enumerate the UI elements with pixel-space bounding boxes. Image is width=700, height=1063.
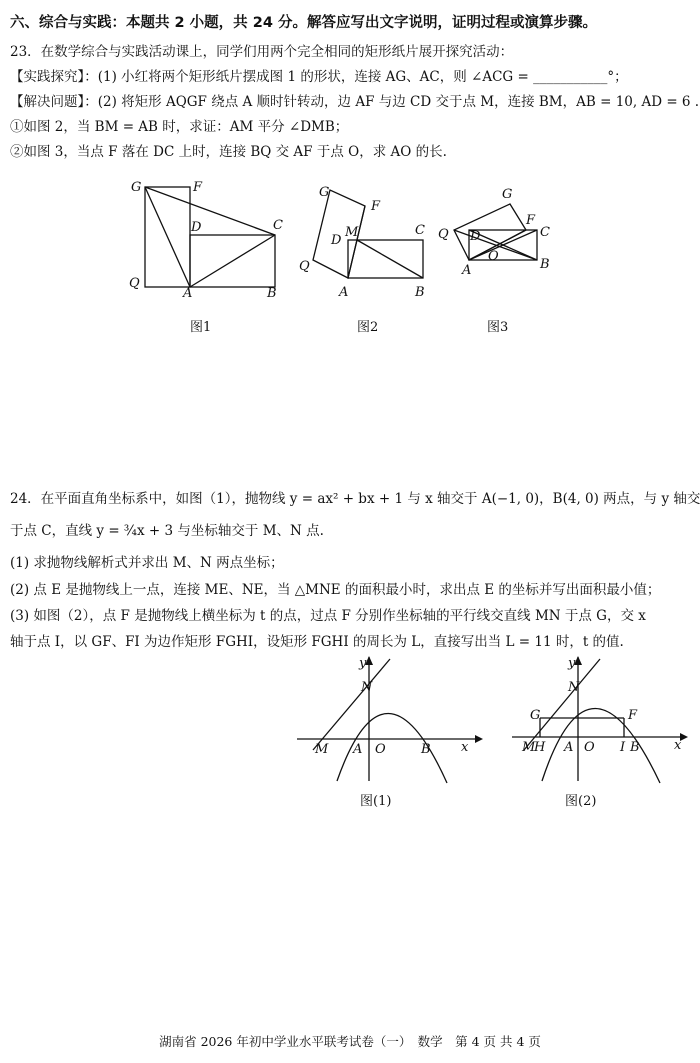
fig-1-label: A <box>353 742 363 757</box>
fig2-label: Q <box>299 259 310 274</box>
fig-1-label: N <box>361 680 373 695</box>
fig2-label: D <box>331 233 342 248</box>
fig1-label: A <box>183 286 193 300</box>
fig-2-label: M <box>522 740 536 755</box>
fig-2-label: A <box>564 740 574 755</box>
fig1-label: G <box>131 180 142 195</box>
q23-figure-3 <box>432 178 562 288</box>
q24-part2: (2) 点 E 是抛物线上一点，连接 ME、NE，当 △MNE 的面积最小时，求出点 E 的坐标并写出面积最小值； <box>10 582 661 598</box>
fig-1-label: B <box>421 742 431 757</box>
section-heading: 六、综合与实践：本题共 2 小题，共 24 分。解答应写出文字说明，证明过程或演算步骤。 <box>10 15 597 31</box>
fig-2-label: F <box>628 708 638 723</box>
q24-part1: (1) 求抛物线解析式并求出 M、N 两点坐标； <box>10 555 284 571</box>
q23-sub1: ①如图 2，当 BM = AB 时，求证：AM 平分 ∠DMB； <box>10 119 349 135</box>
fig2-label: G <box>319 185 330 200</box>
fig-2-label: I <box>620 740 626 755</box>
q24-part3b: 轴于点 I，以 GF、FI 为边作矩形 FGHI，设矩形 FGHI 的周长为 L，直接写出当 L = 11 时，t 的值. <box>10 634 624 650</box>
fig1-label: F <box>193 180 203 195</box>
fig3-label: D <box>470 229 481 244</box>
fig2-label: A <box>339 285 349 300</box>
q23-part1: 【实践探究】：(1) 小红将两个矩形纸片摆成图 1 的形状，连接 AG、AC，则 ∠ACG = ___________°； <box>10 69 628 85</box>
fig-2-label: G <box>530 708 541 723</box>
fig2-label: C <box>415 223 425 238</box>
fig-2-label: O <box>584 740 595 755</box>
fig3-label: C <box>540 225 550 240</box>
q24-fig2-caption: 图(2) <box>565 794 597 809</box>
fig-1-label: y <box>359 656 367 671</box>
q23-figure-2 <box>293 178 438 303</box>
q23-fig2-caption: 图2 <box>357 320 379 335</box>
fig-1-label: M <box>315 742 329 757</box>
fig2-label: B <box>415 285 425 300</box>
fig3-label: A <box>462 263 472 278</box>
fig-2-label: B <box>630 740 640 755</box>
q23-intro: 23．在数学综合与实践活动课上，同学们用两个完全相同的矩形纸片展开探究活动： <box>10 44 514 60</box>
q24-intro2: 于点 C，直线 y = ¾x + 3 与坐标轴交于 M、N 点. <box>10 523 324 539</box>
fig3-label: B <box>540 257 550 272</box>
q24-intro: 24．在平面直角坐标系中，如图（1），抛物线 y = ax² + bx + 1 与 x 轴交于 A(−1, 0)，B(4, 0) 两点，与 y 轴交 <box>10 491 700 507</box>
fig2-label: F <box>371 199 381 214</box>
fig-1-label: O <box>375 742 386 757</box>
q24-fig1-caption: 图(1) <box>360 794 392 809</box>
fig1-label: D <box>191 220 202 235</box>
fig3-label: F <box>526 213 536 228</box>
fig3-label: G <box>502 187 513 202</box>
fig-2-label: y <box>568 656 576 671</box>
q23-figure-1 <box>125 175 290 300</box>
fig1-label: Q <box>129 276 140 291</box>
q24-figure-2 <box>510 655 695 785</box>
fig1-label: C <box>273 218 283 233</box>
fig-2-label: x <box>674 738 682 753</box>
q24-figure-1 <box>295 655 485 785</box>
fig-2-label: N <box>568 680 580 695</box>
fig3-label: O <box>488 249 499 264</box>
q23-part2: 【解决问题】：(2) 将矩形 AQGF 绕点 A 顺时针转动，边 AF 与边 CD 交于点 M，连接 BM，AB = 10, AD = 6 . <box>10 94 700 110</box>
q23-sub2: ②如图 3，当点 F 落在 DC 上时，连接 BQ 交 AF 于点 O，求 AO 的长. <box>10 144 447 160</box>
page-footer: 湖南省 2026 年初中学业水平联考试卷（一） 数学 第 4 页 共 4 页 <box>159 1034 541 1049</box>
fig-2-label: H <box>534 740 546 755</box>
fig1-label: B <box>267 286 277 300</box>
q23-fig1-caption: 图1 <box>190 320 212 335</box>
q23-fig3-caption: 图3 <box>487 320 509 335</box>
fig-1-label: x <box>461 740 469 755</box>
q24-part3a: (3) 如图（2），点 F 是抛物线上横坐标为 t 的点，过点 F 分别作坐标轴的平行线交直线 MN 于点 G，交 x <box>10 608 646 624</box>
fig2-label: M <box>345 225 359 240</box>
fig3-label: Q <box>438 227 449 242</box>
